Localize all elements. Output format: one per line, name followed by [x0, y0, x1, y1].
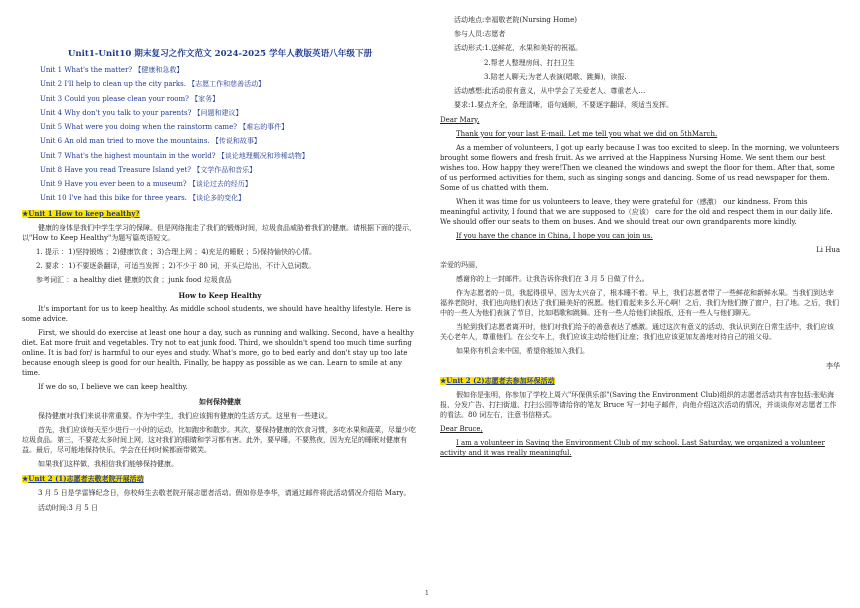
unit1-essay-title: How to Keep Healthy — [178, 290, 262, 300]
toc-item-tag: 【健康和急救】 — [134, 66, 184, 75]
star-icon: ★ — [22, 208, 29, 218]
unit2a-cn-p4: 如果你有机会来中国，希望你能加入我们。 — [456, 347, 589, 356]
unit2a-cn-p2: 作为志愿者的一员，我起得很早，因为太兴奋了，根本睡不着。早上，我们志愿者带了一些鲜花和新鲜水果。当我们到达幸福养老院时，我们也向他们表达了我们最美好的祝愿。他们看起来多么开心啊！之后，我们为他们擦了窗户，扫了地。之后，我们中的一些人为他们表演了节目，比如唱歌和跳舞。还有一些人给他们读报纸，还有一些人与他们聊天。 — [440, 289, 839, 318]
toc-item-tag: 【难忘的事件】 — [239, 123, 289, 132]
unit2a-requirement: 要求:1.要点齐全，条理清晰，语句通顺，不要逐字翻译，须适当发挥。 — [454, 101, 674, 110]
toc-item-tag: 【谈论多的变化】 — [189, 194, 246, 203]
unit2b-heading — [440, 376, 840, 387]
star-icon: ★ — [440, 375, 447, 385]
right-column — [440, 16, 840, 464]
toc-item[interactable] — [40, 152, 418, 162]
unit2b-heading-text: Unit 2 (2)志愿者去参加环保活动 — [446, 375, 555, 385]
toc-item[interactable] — [40, 166, 418, 176]
page-number: 1 — [425, 590, 429, 597]
unit2a-feeling: 活动感想:此活动很有意义，从中学会了关爱老人、尊重老人… — [454, 87, 646, 96]
unit1-heading-text: Unit 1 How to keep healthy? — [28, 208, 140, 218]
toc-item-text: Unit 4 Why don't you talk to your parents? — [40, 108, 194, 117]
toc-item-text: Unit 5 What were you doing when the rainstorm came? — [40, 123, 240, 132]
unit2a-cn-p3: 当轮到我们志愿者离开时，他们对我们给予的善意表达了感激。通过这次有意义的活动，我认识到在日常生活中，我们应该关心老年人，尊重他们。在公交车上，我们应该主动给他们让座；我们也应该更加友善地对待自己的祖父母。 — [440, 323, 834, 342]
unit2a-email-p1: Thank you for your last E-mail. Let me tell you what we did on 5thMarch. — [456, 129, 718, 138]
unit2b-greeting: Dear Bruce, — [440, 425, 483, 434]
unit2a-time: 活动时间:3 月 5 日 — [38, 503, 98, 512]
toc-item-text: Unit 10 I've had this bike for three years. — [40, 194, 190, 203]
unit2a-email-p2: As a member of volunteers, I got up early because I was too excited to sleep. In the morning, we volunteers brought some flowers and fresh fruit. As we arrived at the Happiness Nursing Home. We sent them our best wishes too. How happy they were!Then we cleaned the windows and swept the floor for them. After that, some of us performed activities for them, such as singing songs and dancing. Some of us read newspaper for them. Some of us chatted with them. — [440, 144, 840, 192]
toc-item-text: Unit 2 I'll help to clean up the city parks. — [40, 80, 189, 89]
toc-item[interactable] — [40, 95, 418, 105]
toc-item-text: Unit 7 What's the highest mountain in the world? — [40, 151, 218, 160]
unit1-cn-p3: 如果我们这样做，我相信我们能够保持健康。 — [38, 459, 178, 468]
unit2b-email-p1: I am a volunteer in Saving the Environment Club of my school. Last Saturday, we organized a volunteer activity and it was really meaningful. — [440, 439, 825, 458]
unit2a-form-1: 活动形式:1.送鲜花、水果和美好的祝福。 — [454, 44, 583, 53]
unit2b-prompt: 假如你是张明，你参加了学校上周六"环保俱乐部"(Saving the Environment Club)组织的志愿者活动共有容包括:张贴海报、分发广告、打扫街道、打扫公园等请给你的笔友 Bruce 写一封电子邮件，向他介绍这次活动的情况，并谈谈你对志愿者工作的看法。80 词左右，注意书信格式。 — [440, 391, 837, 419]
unit2a-cn-signature: 李华 — [826, 361, 840, 370]
unit1-vocab: 参考词汇 ：a healthy diet 健康的饮食 ；junk food 垃圾食品 — [36, 276, 232, 285]
unit1-prompt: 健康的身体是我们中学生学习的保障。但是网络拖走了我们的锻炼时间，垃圾食品威胁着我们的健康。请根据下面的提示，以"How to Keep Healthy"为题写篇英语短文。 — [22, 223, 416, 242]
unit1-essay-p2: First, we should do exercise at least one hour a day, such as running and walking. Second, have a healthy diet. Eat more fruit and vegetables. Try not to eat junk food. Third, we shouldn't spend too much time surfing online. It is bad for/ is harmful to our eyes and study. What's more, go to bed early and don't stay up too late because enough sleep is good for our health. Finally, be happy as possible as we can. Learn to smile at any time. — [22, 329, 414, 377]
toc-item-text: Unit 1 What's the matter? — [40, 66, 135, 75]
unit2a-form-2: 2.帮老人整理房间、打扫卫生 — [484, 58, 575, 67]
toc-item[interactable] — [40, 80, 418, 90]
toc-item[interactable] — [40, 109, 418, 119]
table-of-contents — [22, 66, 418, 204]
toc-item-text: Unit 3 Could you please clean your room? — [40, 94, 192, 103]
toc-item-tag: 【传说和故事】 — [211, 137, 261, 146]
toc-item-tag: 【志愿工作和慈善活动】 — [188, 80, 266, 89]
star-icon: ★ — [22, 474, 29, 484]
unit2a-signature: Li Hua — [816, 246, 840, 255]
unit1-cn-title: 如何保持健康 — [199, 397, 241, 407]
unit2a-cn-p1: 感谢你的上一封邮件。让我告诉你我们在 3 月 5 日做了什么。 — [456, 274, 649, 283]
toc-item[interactable] — [40, 66, 418, 76]
unit2a-people: 参与人员:志愿者 — [454, 30, 506, 39]
unit1-tips-2: 2. 要求 ：1)不要逐条翻译，可适当发挥 ；2)不少于 80 词，开头已给出，不计入总词数。 — [36, 262, 316, 271]
toc-item[interactable] — [40, 123, 418, 133]
unit2a-place: 活动地点:幸福敬老院(Nursing Home) — [454, 16, 577, 24]
toc-item-text: Unit 9 Have you ever been to a museum? — [40, 180, 189, 189]
unit2a-email-p4: If you have the chance in China, I hope you can join us. — [456, 232, 653, 241]
unit1-cn-p1: 保持健康对我们来说非常重要。作为中学生，我们应该拥有健康的生活方式。这里有一些建议。 — [38, 411, 332, 420]
toc-item[interactable] — [40, 194, 418, 204]
unit2a-prompt: 3 月 5 日是学雷锋纪念日，你校师生去敬老院开展志愿者活动。假如你是李华，请通过邮件将此活动情况介绍给 Mary。 — [38, 489, 411, 498]
unit2a-cn-greeting: 亲爱的玛丽， — [440, 260, 482, 269]
toc-item[interactable] — [40, 180, 418, 190]
toc-item-text: Unit 8 Have you read Treasure Island yet? — [40, 165, 194, 174]
toc-item-tag: 【文学作品和音乐】 — [193, 165, 257, 174]
unit2a-heading-text: Unit 2 (1)志愿者去敬老院开展活动 — [28, 474, 144, 484]
unit1-essay-p1: It's important for us to keep healthy. As middle school students, we should have healthy lifestyle. Here is some advice. — [22, 304, 411, 323]
unit2a-email-p3: When it was time for us volunteers to leave, they were grateful for（感激） our kindness. From this meaningful activity, I found that we are supposed to（应该） care for the old and respect them in our daily life. We should offer our seats to them on buses. And we should treat our own grandparents more kindly. — [440, 198, 833, 226]
toc-item-tag: 【谈论过去的经历】 — [188, 180, 252, 189]
toc-item[interactable] — [40, 137, 418, 147]
toc-item-tag: 【谈论地理概况和珍稀动物】 — [217, 151, 309, 160]
toc-item-text: Unit 6 An old man tried to move the mountains. — [40, 137, 212, 146]
unit1-cn-p2: 首先，我们应该每天至少进行一小时的运动，比如跑步和散步。其次，要保持健康的饮食习惯，多吃水果和蔬菜，尽量少吃垃圾食品。第三，不要花太多时间上网，这对我们的眼睛和学习都有害。此外，要早睡，不要熬夜，因为充足的睡眠对健康有益。最后，尽可能地保持快乐，学会在任何时候都面带微笑。 — [22, 425, 416, 454]
unit1-heading — [22, 209, 418, 220]
toc-item-tag: 【问题和建议】 — [193, 108, 243, 117]
toc-item-tag: 【家务】 — [191, 94, 220, 103]
left-column — [22, 0, 418, 518]
unit1-tips-1: 1. 提示 ：1)坚持锻炼 ；2)健康饮食 ；3)合理上网 ；4)充足的睡眠 ；5)保持愉快的心情。 — [36, 247, 316, 256]
unit2a-heading — [22, 474, 418, 485]
unit2a-form-3: 3.陪老人聊天;为老人表演(唱歌、跳舞)，读报. — [484, 72, 627, 81]
unit1-essay-p3: If we do so, I believe we can keep healthy. — [38, 383, 188, 392]
unit2a-greeting: Dear Mary, — [440, 115, 480, 124]
document-title: Unit1-Unit10 期末复习之作文范文 2024-2025 学年人教版英语八年级下册 — [67, 49, 373, 59]
